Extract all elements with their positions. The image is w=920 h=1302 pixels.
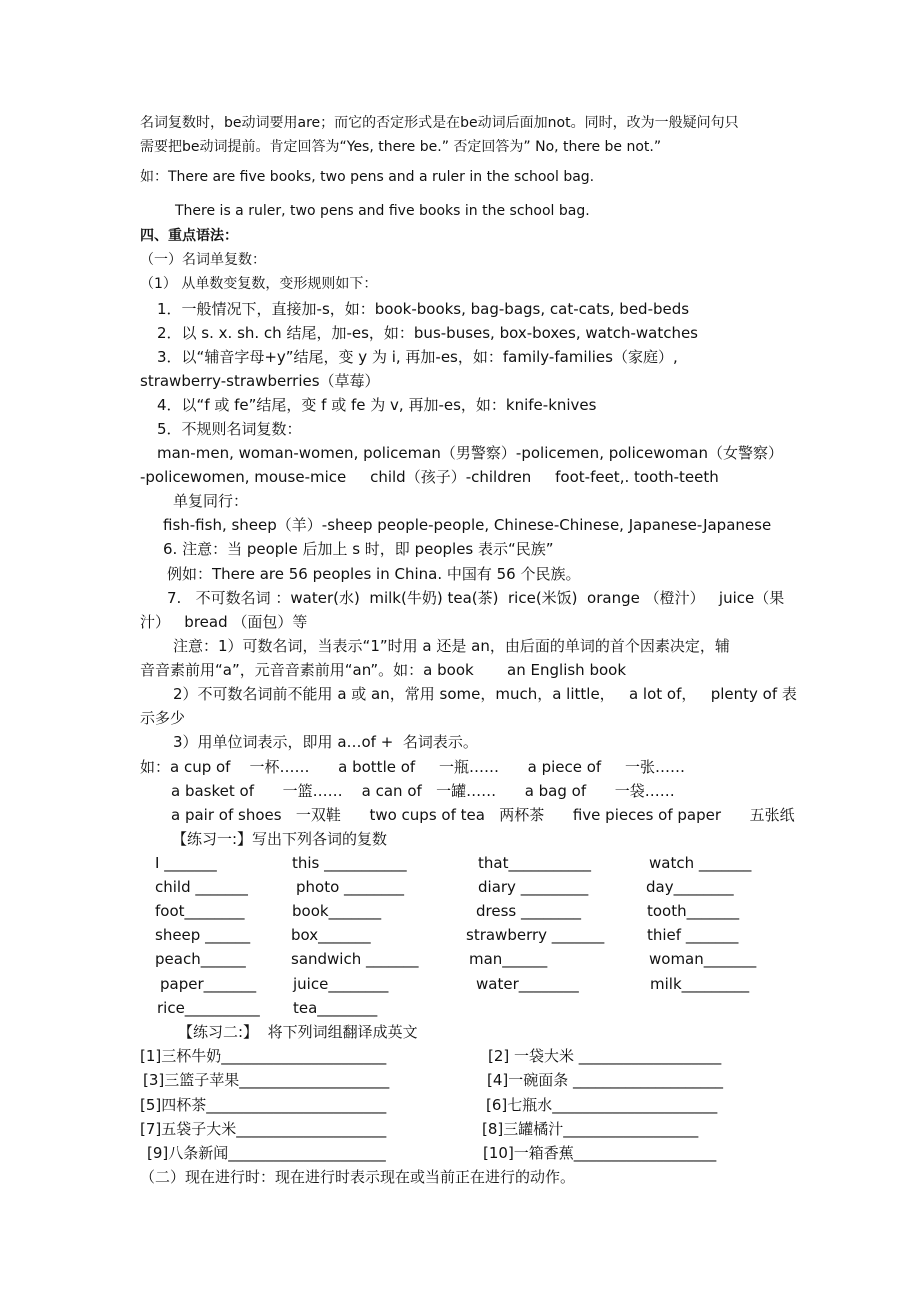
- rule-1: 1．一般情况下，直接加-s，如：book-books, bag-bags, cat-cats, bed-beds: [157, 300, 690, 318]
- ex2-item[interactable]: [2] 一袋大米 ___________________: [488, 1047, 722, 1065]
- ex1-item[interactable]: tea________: [293, 999, 378, 1017]
- ex1-item[interactable]: day________: [646, 878, 734, 896]
- ex1-item[interactable]: sheep ______: [155, 926, 251, 944]
- intro-example-2: There is a ruler, two pens and five books in the school bag.: [175, 203, 590, 219]
- intro-line-2: 需要把be动词提前。肯定回答为“Yes, there be.” 否定回答为” No, there be not.”: [140, 139, 662, 155]
- ex1-item[interactable]: that___________: [478, 854, 591, 872]
- note-1: 注意：1）可数名词，当表示“1”时用 a 还是 an，由后面的单词的首个因素决定，辅: [173, 637, 730, 655]
- same-form-examples: fish-fish, sheep（羊）-sheep people-people, Chinese-Chinese, Japanese-Japanese: [163, 516, 772, 534]
- ex1-item[interactable]: peach______: [155, 950, 246, 968]
- rule-5-examples-cont: -policewomen, mouse-mice child（孩子）-children foot-feet,. tooth-teeth: [140, 468, 719, 486]
- ex2-item[interactable]: [8]三罐橘汁__________________: [482, 1120, 699, 1138]
- ex2-item[interactable]: [9]八条新闻_____________________: [147, 1144, 386, 1162]
- rule-7: 7. 不可数名词 ：water(水) milk(牛奶) tea(茶) rice(米饭) orange （橙汁） juice（果: [167, 589, 785, 607]
- ex1-item[interactable]: this ___________: [292, 854, 407, 872]
- ex1-item[interactable]: diary _________: [478, 878, 589, 896]
- ex2-item[interactable]: [7]五袋子大米____________________: [140, 1120, 387, 1138]
- unit-example-3: a pair of shoes 一双鞋 two cups of tea 两杯茶 five pieces of paper 五张纸: [171, 806, 795, 824]
- exercise-1-title: 【练习一:】写出下列各词的复数: [172, 830, 388, 848]
- ex1-item[interactable]: box_______: [291, 926, 371, 944]
- rule-5: 5．不规则名词复数：: [157, 420, 302, 438]
- ex1-item[interactable]: photo ________: [296, 878, 405, 896]
- rule-6: 6. 注意：当 people 后加上 s 时，即 peoples 表示“民族”: [163, 540, 554, 558]
- ex1-item[interactable]: strawberry _______: [466, 926, 605, 944]
- ex1-item[interactable]: rice__________: [157, 999, 260, 1017]
- same-form-label: 单复同行：: [173, 492, 249, 510]
- ex1-item[interactable]: woman_______: [649, 950, 757, 968]
- rule-5-examples: man-men, woman-women, policeman（男警察）-policemen, policewoman（女警察）: [157, 444, 783, 462]
- note-2-cont: 示多少: [140, 709, 186, 727]
- ex1-item[interactable]: watch _______: [649, 854, 752, 872]
- exercise-2-title: 【练习二:】 将下列词组翻译成英文: [178, 1023, 418, 1041]
- ex1-item[interactable]: child _______: [155, 878, 248, 896]
- ex1-item[interactable]: dress ________: [476, 902, 581, 920]
- note-1-cont: 音音素前用“a”，元音音素前用“an”。如：a book an English book: [140, 661, 627, 679]
- ex2-item[interactable]: [6]七瓶水______________________: [486, 1096, 718, 1114]
- ex1-item[interactable]: man______: [469, 950, 548, 968]
- ex1-item[interactable]: paper_______: [160, 975, 257, 993]
- ex2-item[interactable]: [1]三杯牛奶______________________: [140, 1047, 387, 1065]
- intro-example-1: 如：There are five books, two pens and a ruler in the school bag.: [140, 169, 595, 185]
- note-3: 3）用单位词表示，即用 a…of + 名词表示。: [173, 733, 478, 751]
- intro-line-1: 名词复数时，be动词要用are；而它的否定形式是在be动词后面加not。同时，改为一般疑问句只: [140, 115, 739, 131]
- ex2-item[interactable]: [4]一碗面条 ____________________: [487, 1071, 724, 1089]
- rule-7-cont: 汁） bread （面包）等: [140, 613, 308, 631]
- rule-3-cont: strawberry-strawberries（草莓）: [140, 372, 380, 390]
- subsection-noun-plural: （一）名词单复数：: [140, 252, 266, 268]
- ex1-item[interactable]: tooth_______: [647, 902, 740, 920]
- rule-4: 4．以“f 或 fe”结尾，变 f 或 fe 为 v, 再加-es，如：knife-knives: [157, 396, 597, 414]
- ex1-item[interactable]: water________: [476, 975, 579, 993]
- ex2-item[interactable]: [10]一箱香蕉___________________: [483, 1144, 717, 1162]
- rule-6-example: 例如：There are 56 peoples in China. 中国有 56 个民族。: [167, 565, 581, 583]
- section-heading-grammar: 四、重点语法：: [140, 228, 238, 244]
- ex1-item[interactable]: juice________: [293, 975, 389, 993]
- ex1-item[interactable]: thief _______: [647, 926, 739, 944]
- unit-example-1: 如：a cup of 一杯…… a bottle of 一瓶…… a piece of 一张……: [140, 758, 686, 776]
- ex1-item[interactable]: foot________: [155, 902, 245, 920]
- ex2-item[interactable]: [5]四杯茶________________________: [140, 1096, 387, 1114]
- unit-example-2: a basket of 一篮…… a can of 一罐…… a bag of 一袋……: [171, 782, 675, 800]
- rule-intro: （1） 从单数变复数，变形规则如下：: [140, 276, 378, 292]
- ex2-item[interactable]: [3]三篮子苹果____________________: [143, 1071, 390, 1089]
- rule-2: 2．以 s. x. sh. ch 结尾，加-es，如：bus-buses, box-boxes, watch-watches: [157, 324, 698, 342]
- ex1-item[interactable]: sandwich _______: [291, 950, 419, 968]
- ex1-item[interactable]: book_______: [292, 902, 382, 920]
- note-2: 2）不可数名词前不能用 a 或 an，常用 some，much，a little， a lot of， plenty of 表: [173, 685, 797, 703]
- rule-3: 3．以“辅音字母+y”结尾，变 y 为 i, 再加-es，如：family-families（家庭）,: [157, 348, 678, 366]
- ex1-item[interactable]: milk_________: [650, 975, 750, 993]
- ex1-item[interactable]: I _______: [155, 854, 217, 872]
- section-present-continuous: （二）现在进行时：现在进行时表示现在或当前正在进行的动作。: [140, 1168, 576, 1186]
